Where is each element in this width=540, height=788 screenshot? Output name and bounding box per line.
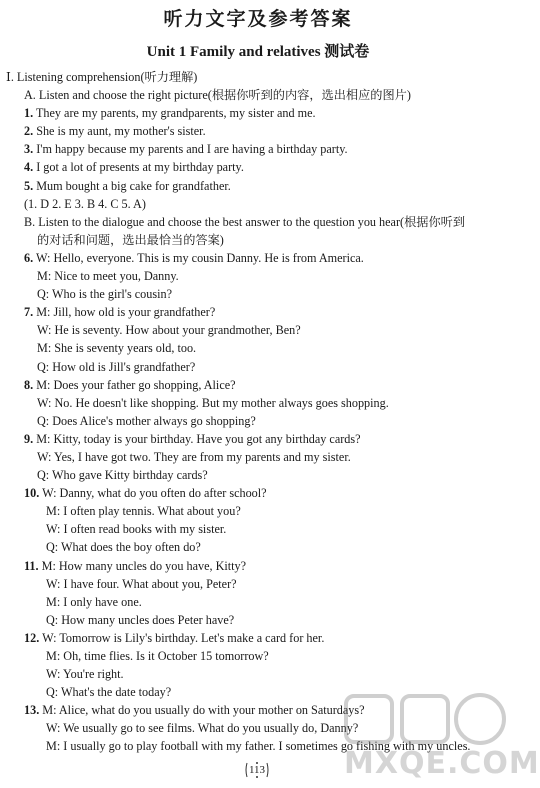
line-text: M: Nice to meet you, Danny. (37, 269, 179, 284)
line-text: Q: How many uncles does Peter have? (46, 612, 235, 627)
text-line (0, 68, 516, 86)
question-number: 12. (24, 630, 40, 645)
line-text: M: She is seventy years old, too. (37, 341, 197, 356)
question-number: 8. (24, 377, 34, 392)
watermark-text: MXQE.COM (344, 746, 540, 781)
text-line (0, 303, 516, 321)
text-line (0, 611, 516, 629)
line-text: I got a lot of presents at my birthday party. (36, 160, 244, 175)
text-line (0, 466, 516, 484)
line-text: Q: What's the date today? (46, 685, 172, 700)
line-text: W: You're right. (46, 667, 124, 682)
line-text: A. Listen and choose the right picture(根据你听到的内容，选出相应的图片) (24, 88, 411, 103)
question-number: 5. (24, 178, 34, 193)
text-line (0, 484, 516, 502)
line-text: W: No. He doesn't like shopping. But my mother always goes shopping. (37, 395, 389, 410)
line-text: B. Listen to the dialogue and choose the best answer to the question you hear(根据你听到 (24, 214, 466, 229)
line-text: She is my aunt, my mother's sister. (36, 124, 206, 139)
text-line (0, 557, 516, 575)
text-line (0, 249, 516, 267)
line-text: W: He is seventy. How about your grandmother, Ben? (37, 323, 301, 338)
question-number: 4. (24, 160, 34, 175)
text-line (0, 629, 516, 647)
line-text: W: I have four. What about you, Peter? (46, 576, 237, 591)
line-text: M: Kitty, today is your birthday. Have you got any birthday cards? (36, 431, 361, 446)
document-body (0, 68, 516, 756)
line-text: M: I usually go to play football with my father. I sometimes go fishing with my uncles. (46, 739, 471, 754)
line-text: W: Danny, what do you often do after school? (42, 486, 267, 501)
line-text: Q: Who gave Kitty birthday cards? (37, 468, 208, 483)
line-text: 的对话和问题，选出最恰当的答案) (37, 232, 224, 247)
text-line (0, 358, 516, 376)
line-text: M: Jill, how old is your grandfather? (36, 305, 216, 320)
text-line (0, 538, 516, 556)
text-line (0, 321, 516, 339)
question-number: 3. (24, 142, 34, 157)
question-number: 10. (24, 486, 40, 501)
line-text: M: I only have one. (46, 594, 142, 609)
line-text: Q: How old is Jill's grandfather? (37, 359, 196, 374)
text-line (0, 394, 516, 412)
text-line (0, 267, 516, 285)
page-subtitle: Unit 1 Family and relatives 测试卷 (146, 44, 370, 60)
line-text: Ⅰ. Listening comprehension(听力理解) (6, 70, 198, 84)
text-line (0, 430, 516, 448)
question-number: 2. (24, 124, 34, 139)
question-number: 7. (24, 305, 34, 320)
text-line (0, 285, 516, 303)
text-line (0, 195, 516, 213)
question-number: 9. (24, 431, 34, 446)
text-line (0, 376, 516, 394)
line-text: M: Does your father go shopping, Alice? (36, 377, 236, 392)
text-line (0, 647, 516, 665)
text-line (0, 412, 516, 430)
line-text: (1. D 2. E 3. B 4. C 5. A) (24, 196, 146, 211)
line-text: Mum bought a big cake for grandfather. (36, 178, 231, 193)
text-line (0, 86, 516, 104)
page-number (244, 760, 270, 780)
line-text: M: I often play tennis. What about you? (46, 504, 241, 519)
question-number: 11. (24, 558, 39, 573)
text-line (0, 665, 516, 683)
line-text: They are my parents, my grandparents, my sister and me. (35, 106, 316, 121)
page-title: 听力文字及参考答案 (163, 8, 353, 30)
text-line (0, 593, 516, 611)
question-number: 6. (24, 250, 34, 265)
text-line (0, 213, 516, 231)
line-text: M: How many uncles do you have, Kitty? (41, 558, 247, 573)
question-number: 1. (24, 106, 34, 121)
text-line (0, 104, 516, 122)
watermark-seal-icon (340, 690, 510, 750)
text-line (0, 177, 516, 195)
line-text: W: Tomorrow is Lily's birthday. Let's make a card for her. (42, 630, 325, 645)
text-line (0, 339, 516, 357)
line-text: Q: Does Alice's mother always go shopping? (37, 413, 256, 428)
line-text: I'm happy because my parents and I are having a birthday party. (36, 142, 348, 157)
line-text: W: We usually go to see films. What do you usually do, Danny? (46, 721, 359, 736)
line-text: W: I often read books with my sister. (46, 522, 227, 537)
page-number-text: 113 (248, 764, 266, 776)
line-text: Q: What does the boy often do? (46, 540, 201, 555)
text-line (0, 520, 516, 538)
text-line (0, 140, 516, 158)
text-line (0, 122, 516, 140)
text-line (0, 158, 516, 176)
line-text: M: Alice, what do you usually do with your mother on Saturdays? (42, 703, 365, 718)
text-line (0, 231, 516, 249)
line-text: W: Yes, I have got two. They are from my parents and my sister. (37, 449, 351, 464)
line-text: M: Oh, time flies. Is it October 15 tomorrow? (46, 649, 269, 663)
line-text: W: Hello, everyone. This is my cousin Danny. He is from America. (35, 250, 364, 265)
text-line (0, 502, 516, 520)
question-number: 13. (24, 703, 40, 718)
watermark (340, 690, 540, 785)
line-text: Q: Who is the girl's cousin? (37, 287, 173, 302)
text-line (0, 448, 516, 466)
text-line (0, 575, 516, 593)
